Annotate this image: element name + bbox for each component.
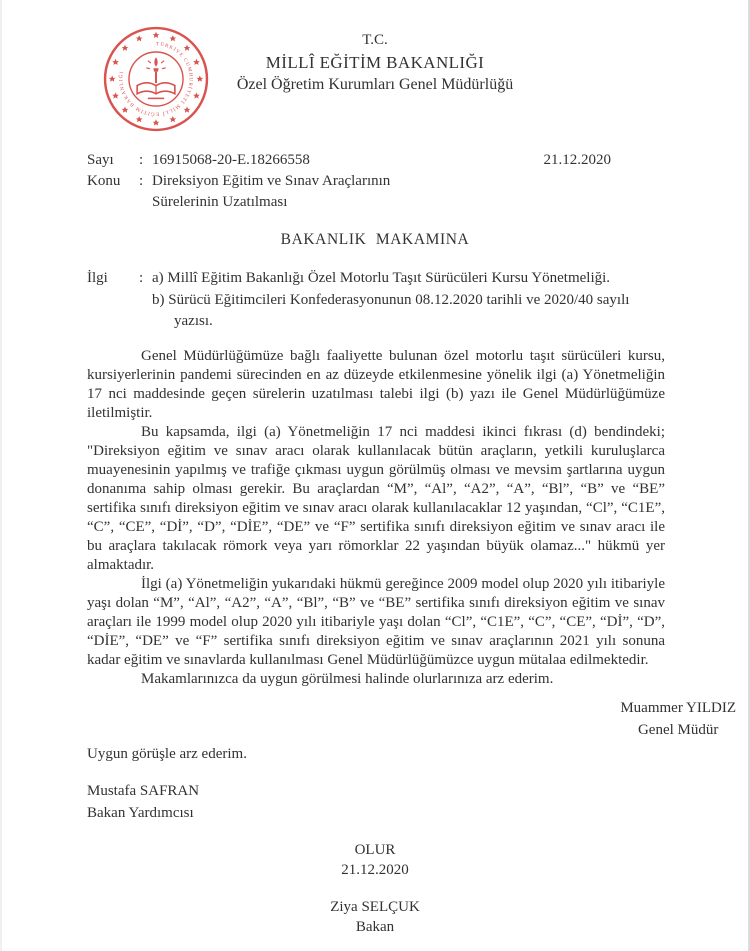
- ilgi-item-a: a) Millî Eğitim Bakanlığı Özel Motorlu Taşıt Sürücüleri Kursu Yönetmeliği.: [152, 270, 611, 286]
- minister-title: Bakan: [355, 918, 395, 935]
- letterhead: [2, 0, 748, 117]
- ilgi-item-b: b) Sürücü Eğitimcileri Konfederasyonunun 08.12.2020 tarihli ve 2020/40 sayılı: [152, 291, 630, 308]
- body-paragraph-2: Bu kapsamda, ilgi (a) Yönetmeliğin 17 nci maddesi ikinci fıkrası (d) bendindeki; "Direksiyon eğitim ve sınav aracı olarak kullanılacak bütün araçların, yetkili kuruluşlarca muayenesinin yapılmış ve trafiğe çıkması uygun görülmüş olması ve mevsim şartlarına uygun donanıma sahip olması gerekir. Bu araçlardan “M”, “Al”, “A2”, “A”, “Bl”, “B” ve “BE” sertifika sınıfı direksiyon eğitim ve sınav aracı olarak kullanılacaklar 12 yaşından, “Cl”, “C1E”, “C”, “CE”, “Dİ”, “D”, “DİE”, “DE” ve “F” sertifika sınıfı direksiyon eğitim ve sınav aracı ile bu araçlara takılacak römork veya yarı römorklar 22 yaşından büyük olamaz..." hükmü yer almaktadır.: [87, 423, 665, 573]
- ilgi-label: İlgi: [87, 270, 108, 286]
- letterhead-republic: T.C.: [362, 32, 388, 48]
- approval-block: [2, 840, 748, 880]
- konu-value-line1: Direksiyon Eğitim ve Sınav Araçlarının: [152, 173, 391, 189]
- meta-block: [2, 150, 748, 213]
- letterhead-ministry: MİLLÎ EĞİTİM BAKANLIĞI: [265, 53, 485, 72]
- sayi-colon: :: [139, 152, 144, 168]
- approval-label: OLUR: [354, 841, 396, 858]
- konu-value-line2: Sürelerinin Uzatılması: [152, 194, 288, 210]
- ilgi-item-b-continuation: yazısı.: [174, 313, 213, 329]
- proposer-title: Genel Müdür: [637, 721, 719, 738]
- konu-colon: :: [139, 173, 144, 189]
- deputy-title: Bakan Yardımcısı: [87, 804, 194, 821]
- sayi-row: [87, 150, 665, 171]
- letter-body: [2, 347, 748, 689]
- sayi-value: 16915068-20-E.18266558: [152, 152, 310, 168]
- svg-text:TÜRKİYE CUMHURİYETİ MİLLÎ EĞİT: TÜRKİYE CUMHURİYETİ MİLLÎ EĞİTİM BAKANLIĞI: [118, 41, 194, 117]
- deputy-name: Mustafa SAFRAN: [87, 782, 200, 799]
- ilgi-block: [2, 268, 748, 333]
- signature-minister: [2, 897, 748, 937]
- konu-row: [87, 171, 665, 192]
- signature-deputy-minister: [2, 780, 748, 824]
- endorsement-note: Uygun görüşle arz ederim.: [87, 745, 247, 762]
- closing-paragraph: Makamlarınızca da uygun görülmesi halinde olurlarınıza arz ederim.: [141, 670, 554, 687]
- konu-row-2: [87, 192, 665, 213]
- approval-date: 21.12.2020: [341, 861, 409, 878]
- meb-emblem-icon: [103, 26, 209, 132]
- minister-name: Ziya SELÇUK: [330, 898, 420, 915]
- letterhead-directorate: Özel Öğretim Kurumları Genel Müdürlüğü: [236, 76, 514, 93]
- signature-general-director: [620, 697, 736, 741]
- ilgi-colon: :: [139, 270, 144, 286]
- body-paragraph-3: İlgi (a) Yönetmeliğin yukarıdaki hükmü gereğince 2009 model olup 2020 yılı itibariyle yaşı dolan “M”, “Al”, “A2”, “A”, “Bl”, “B” ve “BE” sertifika sınıfı direksiyon eğitim ve sınav araçları ile 1999 model olup 2020 yılı itibariyle yaşı dolan “Cl”, “C1E”, “C”, “CE”, “Dİ”, “D”, “DİE”, “DE” ve “F” sertifika sınıfı direksiyon eğitim ve sınav araçlarının 2021 yılı sonuna kadar eğitim ve sınavlarda kullanılması Genel Müdürlüğümüzce uygun mütalaa edilmektedir.: [87, 575, 665, 668]
- konu-label: Konu: [87, 173, 121, 189]
- proposer-name: Muammer YILDIZ: [620, 699, 736, 716]
- letter-date: 21.12.2020: [543, 152, 611, 168]
- body-paragraph-1: Genel Müdürlüğümüze bağlı faaliyette bulunan özel motorlu taşıt sürücüleri kursu, kursiyerlerinin pandemi sürecinden en az düzeyde etkilenmesine yönelik ilgi (a) Yönetmeliğin 17 nci maddesinde geçen sürelerin uzatılması talebi ilgi (b) yazı ile Genel Müdürlüğümüze iletilmiştir.: [87, 347, 665, 421]
- sayi-label: Sayı: [87, 152, 114, 168]
- recipient-title: BAKANLIK MAKAMINA: [280, 231, 470, 248]
